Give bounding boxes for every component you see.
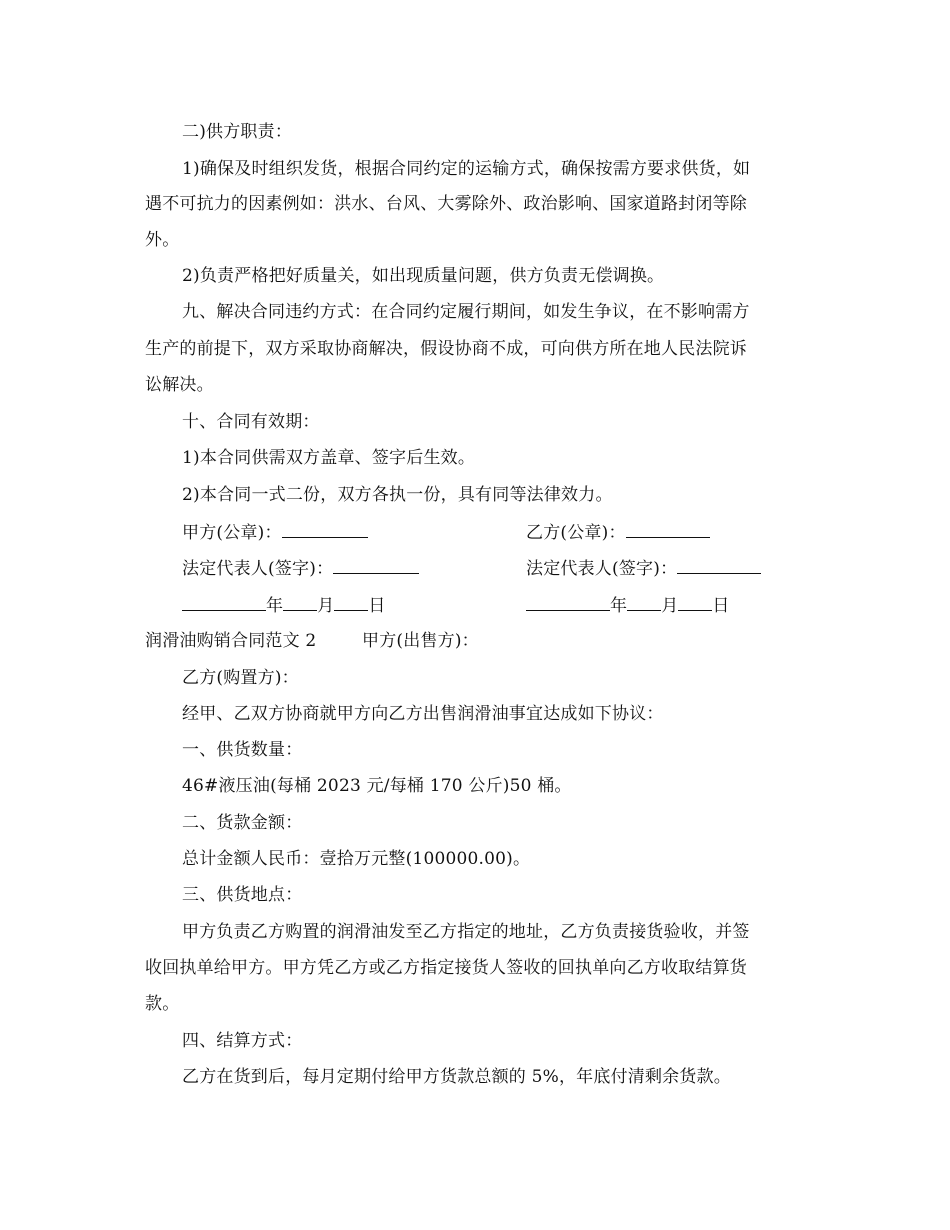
delivery-location-line3: 款。 (145, 994, 180, 1014)
settlement-heading: 四、结算方式： (182, 1031, 303, 1051)
party-a-seal-blank (282, 521, 368, 538)
validity-item2: 2)本合同一式二份，双方各执一份，具有同等法律效力。 (182, 485, 613, 505)
validity-heading: 十、合同有效期： (182, 412, 320, 432)
sample2-party-a: 甲方(出售方)： (362, 631, 479, 651)
dispute-resolution-line2: 生产的前提下，双方采取协商解决，假设协商不成，可向供方所在地人民法院诉 (145, 339, 747, 359)
dispute-resolution-line3: 讼解决。 (145, 375, 214, 395)
party-a-seal-field (182, 521, 368, 544)
date-b-day-label: 日 (712, 596, 730, 616)
supplier-item2: 2)负责严格把好质量关，如出现质量问题，供方负责无偿调换。 (182, 266, 665, 286)
supply-quantity-heading: 一、供货数量： (182, 740, 303, 760)
party-a-seal-label: 甲方(公章)： (182, 523, 282, 543)
delivery-location-line1: 甲方负责乙方购置的润滑油发至乙方指定的地址，乙方负责接货验收，并签 (182, 922, 750, 942)
legal-rep-a-label: 法定代表人(签字)： (182, 559, 334, 579)
date-a-month-blank (283, 594, 317, 611)
sample2-intro: 经甲、乙双方协商就甲方向乙方出售润滑油事宜达成如下协议： (182, 704, 664, 724)
legal-rep-b-label: 法定代表人(签字)： (526, 559, 678, 579)
supplier-item1-line3: 外。 (145, 230, 180, 250)
supplier-item1-line1: 1)确保及时组织发货，根据合同约定的运输方式，确保按需方要求供货，如 (182, 159, 751, 179)
legal-rep-b-field (526, 557, 761, 580)
delivery-location-line2: 收回执单给甲方。甲方凭乙方或乙方指定接货人签收的回执单向乙方收取结算货 (145, 958, 747, 978)
date-b-year-blank (526, 594, 610, 611)
dispute-resolution-line1: 九、解决合同违约方式：在合同约定履行期间，如发生争议，在不影响需方 (182, 302, 750, 322)
payment-amount-body: 总计金额人民币：壹拾万元整(100000.00)。 (182, 849, 531, 869)
validity-item1: 1)本合同供需双方盖章、签字后生效。 (182, 448, 476, 468)
date-a-year-label: 年 (266, 596, 284, 616)
supplier-item1-line2: 遇不可抗力的因素例如：洪水、台风、大雾除外、政治影响、国家道路封闭等除 (145, 194, 747, 214)
delivery-location-heading: 三、供货地点： (182, 885, 303, 905)
legal-rep-a-field (182, 557, 419, 580)
legal-rep-a-blank (333, 557, 419, 574)
sample2-title: 润滑油购销合同范文 2 (145, 631, 317, 651)
settlement-body: 乙方在货到后，每月定期付给甲方货款总额的 5%，年底付清剩余货款。 (182, 1067, 731, 1087)
date-a-month-label: 月 (317, 596, 335, 616)
party-b-seal-blank (626, 521, 710, 538)
supply-quantity-body: 46#液压油(每桶 2023 元/每桶 170 公斤)50 桶。 (182, 776, 572, 796)
date-b-year-label: 年 (610, 596, 628, 616)
date-a-day-label: 日 (368, 596, 386, 616)
date-b-month-blank (627, 594, 661, 611)
party-b-seal-label: 乙方(公章)： (526, 523, 626, 543)
date-b-month-label: 月 (661, 596, 679, 616)
supplier-duties-heading: 二)供方职责： (182, 122, 293, 142)
party-b-seal-field (526, 521, 710, 544)
payment-amount-heading: 二、货款金额： (182, 813, 303, 833)
date-a-day-blank (334, 594, 368, 611)
legal-rep-b-blank (677, 557, 761, 574)
date-b-day-blank (678, 594, 712, 611)
date-field-b (526, 594, 730, 617)
date-field-a (182, 594, 386, 617)
date-a-year-blank (182, 594, 266, 611)
sample2-party-b: 乙方(购置方)： (182, 668, 299, 688)
